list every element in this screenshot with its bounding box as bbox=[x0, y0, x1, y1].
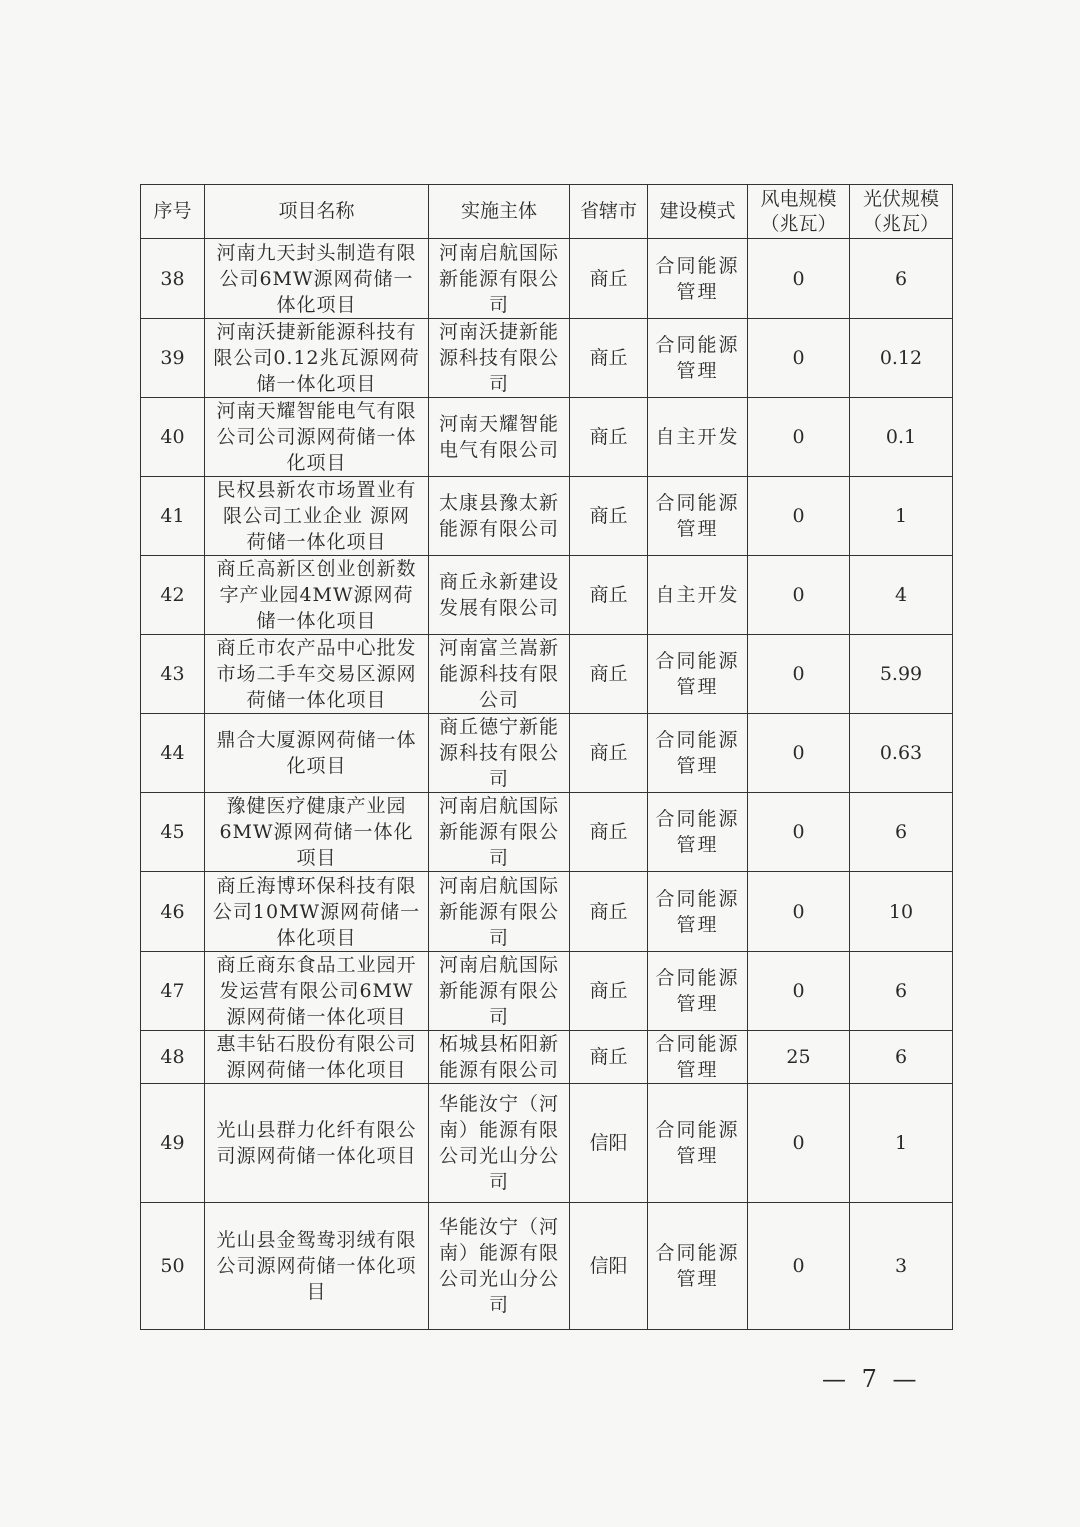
cell-project-name bbox=[205, 952, 429, 1031]
cell-entity-line: 太康县豫太新 bbox=[438, 492, 559, 514]
cell-wind-capacity: 0 bbox=[748, 793, 850, 872]
cell-solar-capacity: 0.1 bbox=[850, 398, 953, 477]
cell-solar-capacity: 6 bbox=[850, 1031, 953, 1084]
cell-mode-line: 管理 bbox=[676, 518, 719, 540]
cell-project-name bbox=[205, 793, 429, 872]
cell-entity-line: 司 bbox=[488, 293, 509, 316]
cell-index: 45 bbox=[141, 793, 205, 872]
header-name: 项目名称 bbox=[205, 185, 429, 239]
cell-mode-line: 合同能源 bbox=[655, 1119, 740, 1141]
cell-index: 40 bbox=[141, 398, 205, 477]
cell-project-name-line: 市场二手车交易区源网 bbox=[216, 663, 417, 685]
cell-project-name bbox=[205, 1203, 429, 1330]
cell-entity-line: 能源有限公司 bbox=[438, 518, 559, 540]
cell-city: 商丘 bbox=[570, 872, 648, 952]
table-row bbox=[141, 1084, 953, 1203]
cell-entity bbox=[429, 1031, 570, 1084]
cell-wind-capacity: 0 bbox=[748, 635, 850, 714]
cell-wind-capacity: 0 bbox=[748, 1203, 850, 1330]
cell-mode bbox=[648, 714, 748, 793]
cell-entity-line: 新能源有限公 bbox=[438, 900, 559, 923]
cell-project-name bbox=[205, 556, 429, 635]
cell-wind-capacity: 0 bbox=[748, 239, 850, 319]
cell-entity-line: 河南富兰嵩新 bbox=[438, 637, 559, 659]
cell-project-name-line: 商丘商东食品工业园开 bbox=[216, 954, 417, 976]
cell-project-name-line: 鼎合大厦源网荷储一体 bbox=[216, 729, 417, 751]
cell-project-name-line: 荷储一体化项目 bbox=[246, 531, 387, 553]
cell-entity-line: 河南启航国际 bbox=[438, 241, 559, 264]
cell-entity bbox=[429, 319, 570, 398]
table-row bbox=[141, 1203, 953, 1330]
cell-project-name bbox=[205, 714, 429, 793]
cell-entity-line: 商丘德宁新能 bbox=[438, 716, 559, 738]
cell-index: 44 bbox=[141, 714, 205, 793]
cell-solar-capacity: 3 bbox=[850, 1203, 953, 1330]
cell-entity-line: 新能源有限公 bbox=[438, 980, 559, 1002]
cell-wind-capacity: 0 bbox=[748, 319, 850, 398]
cell-project-name-line: 光山县群力化纤有限公 bbox=[216, 1119, 417, 1141]
cell-mode bbox=[648, 793, 748, 872]
cell-entity-line: 公司光山分公 bbox=[438, 1268, 559, 1290]
cell-entity-line: 司 bbox=[488, 926, 509, 949]
cell-entity bbox=[429, 398, 570, 477]
cell-city: 商丘 bbox=[570, 793, 648, 872]
cell-project-name-line: 源网荷储一体化项目 bbox=[226, 1006, 407, 1028]
cell-project-name-line: 体化项目 bbox=[276, 926, 357, 949]
cell-entity bbox=[429, 952, 570, 1031]
page-number: — 7 — bbox=[822, 1365, 921, 1393]
cell-mode-line: 管理 bbox=[676, 834, 719, 856]
cell-city: 商丘 bbox=[570, 398, 648, 477]
cell-entity bbox=[429, 1203, 570, 1330]
cell-wind-capacity: 0 bbox=[748, 952, 850, 1031]
cell-solar-capacity: 0.63 bbox=[850, 714, 953, 793]
cell-entity-line: 南）能源有限 bbox=[438, 1242, 559, 1264]
cell-project-name-line: 限公司工业企业 源网 bbox=[222, 505, 411, 527]
cell-wind-capacity: 0 bbox=[748, 714, 850, 793]
cell-mode bbox=[648, 556, 748, 635]
cell-mode bbox=[648, 1084, 748, 1203]
table-row bbox=[141, 477, 953, 556]
table-row bbox=[141, 239, 953, 319]
cell-city: 信阳 bbox=[570, 1084, 648, 1203]
cell-mode-line: 管理 bbox=[676, 360, 719, 382]
cell-entity-line: 河南天耀智能 bbox=[438, 413, 559, 435]
cell-project-name bbox=[205, 1084, 429, 1203]
cell-project-name-line: 公司10MW源网荷储一 bbox=[212, 900, 421, 923]
cell-entity-line: 电气有限公司 bbox=[438, 439, 559, 461]
cell-project-name-line: 目 bbox=[306, 1281, 327, 1303]
cell-city: 商丘 bbox=[570, 319, 648, 398]
cell-project-name bbox=[205, 319, 429, 398]
table-row bbox=[141, 635, 953, 714]
cell-mode bbox=[648, 319, 748, 398]
cell-mode-line: 管理 bbox=[676, 1059, 719, 1081]
cell-project-name-line: 商丘海博环保科技有限 bbox=[216, 874, 417, 897]
cell-entity bbox=[429, 239, 570, 319]
cell-project-name-line: 河南天耀智能电气有限 bbox=[216, 400, 417, 422]
cell-wind-capacity: 0 bbox=[748, 872, 850, 952]
cell-index: 47 bbox=[141, 952, 205, 1031]
cell-mode-line: 合同能源 bbox=[655, 808, 740, 830]
cell-entity-line: 华能汝宁（河 bbox=[438, 1093, 559, 1115]
cell-entity-line: 商丘永新建设 bbox=[438, 571, 559, 593]
cell-entity-line: 公司 bbox=[478, 689, 519, 711]
cell-project-name-line: 豫健医疗健康产业园 bbox=[226, 795, 407, 817]
cell-solar-capacity: 10 bbox=[850, 872, 953, 952]
cell-entity-line: 发展有限公司 bbox=[438, 597, 559, 619]
cell-project-name-line: 司源网荷储一体化项目 bbox=[216, 1145, 417, 1167]
cell-mode-line: 自主开发 bbox=[655, 584, 740, 606]
header-city: 省辖市 bbox=[570, 185, 648, 239]
cell-wind-capacity: 0 bbox=[748, 398, 850, 477]
cell-entity bbox=[429, 477, 570, 556]
cell-entity bbox=[429, 1084, 570, 1203]
cell-wind-capacity: 25 bbox=[748, 1031, 850, 1084]
cell-mode-line: 合同能源 bbox=[655, 967, 740, 989]
cell-project-name-line: 储一体化项目 bbox=[256, 610, 377, 632]
cell-project-name-line: 字产业园4MW源网荷 bbox=[219, 584, 414, 606]
cell-entity-line: 南）能源有限 bbox=[438, 1119, 559, 1141]
cell-index: 43 bbox=[141, 635, 205, 714]
table-row bbox=[141, 319, 953, 398]
cell-city: 商丘 bbox=[570, 714, 648, 793]
cell-index: 39 bbox=[141, 319, 205, 398]
cell-index: 48 bbox=[141, 1031, 205, 1084]
cell-city: 商丘 bbox=[570, 477, 648, 556]
cell-project-name-line: 公司6MW源网荷储一 bbox=[219, 267, 414, 290]
cell-index: 50 bbox=[141, 1203, 205, 1330]
header-wind-line1: 风电规模 bbox=[760, 187, 837, 210]
cell-mode-line: 管理 bbox=[676, 993, 719, 1015]
cell-project-name-line: 项目 bbox=[296, 847, 337, 869]
cell-project-name-line: 公司公司源网荷储一体 bbox=[216, 426, 417, 448]
cell-project-name-line: 荷储一体化项目 bbox=[246, 689, 387, 711]
header-wind-line2: （兆瓦） bbox=[760, 212, 837, 235]
cell-mode bbox=[648, 1203, 748, 1330]
table-row bbox=[141, 398, 953, 477]
cell-entity-line: 司 bbox=[488, 1294, 509, 1316]
cell-wind-capacity: 0 bbox=[748, 1084, 850, 1203]
cell-project-name-line: 民权县新农市场置业有 bbox=[216, 479, 417, 501]
cell-entity-line: 河南启航国际 bbox=[438, 874, 559, 897]
cell-project-name-line: 光山县金鸳鸯羽绒有限 bbox=[216, 1229, 417, 1251]
header-wind bbox=[748, 185, 850, 239]
header-entity: 实施主体 bbox=[429, 185, 570, 239]
header-solar-line2: （兆瓦） bbox=[862, 212, 939, 235]
cell-entity-line: 司 bbox=[488, 847, 509, 869]
header-mode: 建设模式 bbox=[648, 185, 748, 239]
cell-mode-line: 管理 bbox=[676, 280, 719, 303]
cell-mode-line: 合同能源 bbox=[655, 1033, 740, 1055]
cell-project-name bbox=[205, 239, 429, 319]
cell-entity bbox=[429, 714, 570, 793]
cell-entity bbox=[429, 556, 570, 635]
table-row bbox=[141, 556, 953, 635]
cell-entity-line: 司 bbox=[488, 768, 509, 790]
cell-project-name-line: 发运营有限公司6MW bbox=[219, 980, 414, 1002]
cell-project-name-line: 商丘市农产品中心批发 bbox=[216, 637, 417, 659]
cell-city: 商丘 bbox=[570, 1031, 648, 1084]
cell-mode-line: 合同能源 bbox=[655, 334, 740, 356]
cell-mode bbox=[648, 477, 748, 556]
cell-entity-line: 河南启航国际 bbox=[438, 795, 559, 817]
cell-project-name bbox=[205, 1031, 429, 1084]
table-row bbox=[141, 714, 953, 793]
cell-mode-line: 管理 bbox=[676, 1268, 719, 1290]
cell-entity-line: 新能源有限公 bbox=[438, 821, 559, 843]
cell-wind-capacity: 0 bbox=[748, 556, 850, 635]
cell-index: 42 bbox=[141, 556, 205, 635]
header-solar bbox=[850, 185, 953, 239]
cell-entity-line: 华能汝宁（河 bbox=[438, 1216, 559, 1238]
cell-project-name-line: 限公司0.12兆瓦源网荷 bbox=[213, 347, 420, 369]
cell-project-name-line: 惠丰钻石股份有限公司 bbox=[216, 1033, 417, 1055]
cell-project-name bbox=[205, 398, 429, 477]
cell-index: 46 bbox=[141, 872, 205, 952]
project-table bbox=[140, 184, 953, 1330]
cell-solar-capacity: 6 bbox=[850, 952, 953, 1031]
table-row bbox=[141, 872, 953, 952]
table-header-row bbox=[141, 185, 953, 239]
cell-mode bbox=[648, 398, 748, 477]
cell-project-name-line: 体化项目 bbox=[276, 293, 357, 316]
cell-entity-line: 源科技有限公 bbox=[438, 347, 559, 369]
cell-solar-capacity: 4 bbox=[850, 556, 953, 635]
cell-city: 商丘 bbox=[570, 556, 648, 635]
cell-project-name-line: 源网荷储一体化项目 bbox=[226, 1059, 407, 1081]
cell-entity bbox=[429, 793, 570, 872]
cell-index: 41 bbox=[141, 477, 205, 556]
cell-mode-line: 合同能源 bbox=[655, 729, 740, 751]
cell-project-name-line: 河南九天封头制造有限 bbox=[216, 241, 417, 264]
cell-entity bbox=[429, 635, 570, 714]
cell-mode bbox=[648, 952, 748, 1031]
cell-solar-capacity: 1 bbox=[850, 477, 953, 556]
cell-entity-line: 柘城县柘阳新 bbox=[438, 1033, 559, 1055]
cell-entity-line: 源科技有限公 bbox=[438, 742, 559, 764]
cell-project-name-line: 公司源网荷储一体化项 bbox=[216, 1255, 417, 1277]
cell-solar-capacity: 6 bbox=[850, 239, 953, 319]
cell-project-name bbox=[205, 872, 429, 952]
cell-entity-line: 河南启航国际 bbox=[438, 954, 559, 976]
cell-solar-capacity: 1 bbox=[850, 1084, 953, 1203]
cell-mode-line: 管理 bbox=[676, 913, 719, 936]
cell-mode-line: 合同能源 bbox=[655, 887, 740, 910]
cell-mode-line: 合同能源 bbox=[655, 492, 740, 514]
cell-entity-line: 新能源有限公 bbox=[438, 267, 559, 290]
table-body bbox=[141, 239, 953, 1330]
cell-mode-line: 自主开发 bbox=[655, 426, 740, 448]
cell-mode bbox=[648, 872, 748, 952]
cell-project-name bbox=[205, 635, 429, 714]
cell-project-name-line: 储一体化项目 bbox=[256, 373, 377, 395]
cell-entity-line: 河南沃捷新能 bbox=[438, 321, 559, 343]
cell-entity bbox=[429, 872, 570, 952]
cell-project-name-line: 6MW源网荷储一体化 bbox=[219, 821, 414, 843]
cell-mode-line: 管理 bbox=[676, 755, 719, 777]
table-row bbox=[141, 1031, 953, 1084]
cell-solar-capacity: 0.12 bbox=[850, 319, 953, 398]
cell-city: 商丘 bbox=[570, 952, 648, 1031]
cell-entity-line: 公司光山分公 bbox=[438, 1145, 559, 1167]
table-row bbox=[141, 952, 953, 1031]
cell-index: 38 bbox=[141, 239, 205, 319]
cell-project-name-line: 化项目 bbox=[286, 452, 347, 474]
cell-city: 信阳 bbox=[570, 1203, 648, 1330]
cell-entity-line: 司 bbox=[488, 373, 509, 395]
cell-project-name-line: 河南沃捷新能源科技有 bbox=[216, 321, 417, 343]
cell-mode bbox=[648, 239, 748, 319]
header-solar-line1: 光伏规模 bbox=[862, 187, 939, 210]
header-index: 序号 bbox=[141, 185, 205, 239]
cell-mode bbox=[648, 635, 748, 714]
cell-entity-line: 司 bbox=[488, 1006, 509, 1028]
table-row bbox=[141, 793, 953, 872]
cell-project-name-line: 商丘高新区创业创新数 bbox=[216, 558, 417, 580]
cell-mode-line: 合同能源 bbox=[655, 1242, 740, 1264]
cell-mode-line: 管理 bbox=[676, 1145, 719, 1167]
cell-wind-capacity: 0 bbox=[748, 477, 850, 556]
cell-solar-capacity: 5.99 bbox=[850, 635, 953, 714]
cell-city: 商丘 bbox=[570, 635, 648, 714]
cell-entity-line: 能源有限公司 bbox=[438, 1059, 559, 1081]
cell-mode-line: 合同能源 bbox=[655, 254, 740, 277]
cell-solar-capacity: 6 bbox=[850, 793, 953, 872]
cell-project-name-line: 化项目 bbox=[286, 755, 347, 777]
cell-entity-line: 能源科技有限 bbox=[438, 663, 559, 685]
cell-mode-line: 合同能源 bbox=[655, 650, 740, 672]
cell-project-name bbox=[205, 477, 429, 556]
cell-entity-line: 司 bbox=[488, 1171, 509, 1193]
cell-mode bbox=[648, 1031, 748, 1084]
cell-city: 商丘 bbox=[570, 239, 648, 319]
cell-index: 49 bbox=[141, 1084, 205, 1203]
cell-mode-line: 管理 bbox=[676, 676, 719, 698]
